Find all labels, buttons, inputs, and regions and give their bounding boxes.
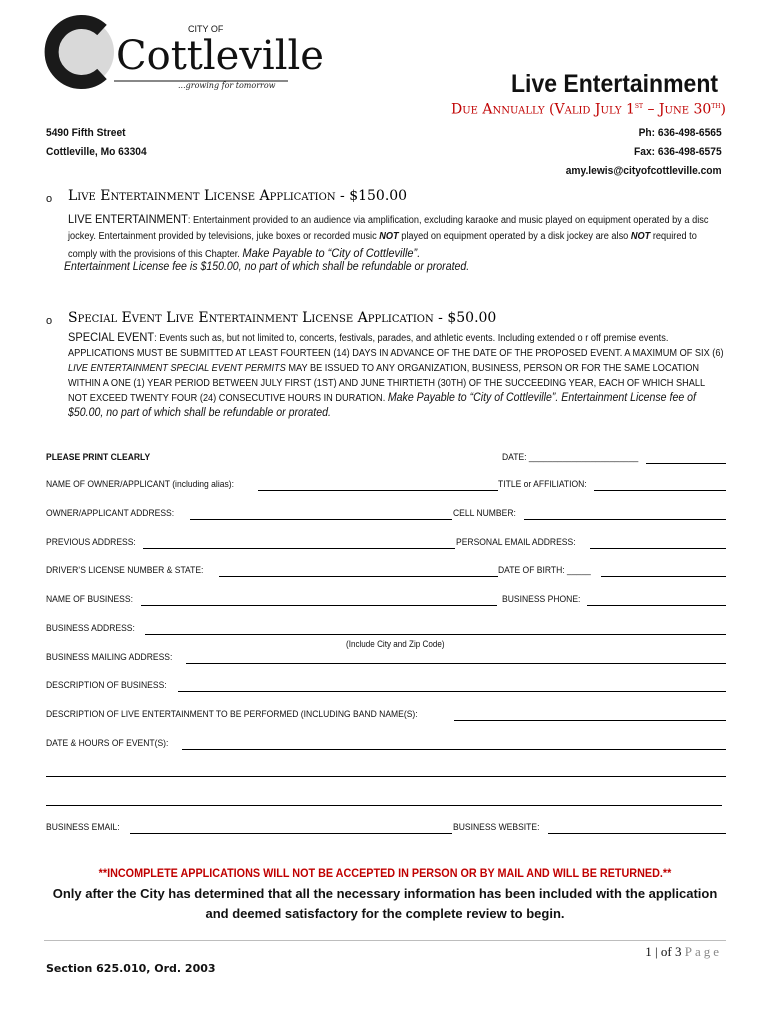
page-number: 1 | of 3 Page: [645, 944, 722, 959]
footer-divider: [44, 940, 726, 941]
title-affiliation-label: TITLE or AFFILIATION:: [498, 479, 587, 490]
license-row: [46, 565, 726, 579]
contact-info: [566, 124, 722, 181]
extra-line-1: [46, 765, 726, 779]
license-field[interactable]: [219, 565, 498, 577]
page-title: Live Entertainment: [510, 70, 718, 98]
previous-address-label: PREVIOUS ADDRESS:: [46, 537, 136, 548]
owner-row: [46, 479, 726, 493]
mailing-address-field[interactable]: [186, 652, 726, 664]
business-address-label: BUSINESS ADDRESS:: [46, 623, 135, 634]
dates-hours-label: DATE & HOURS OF EVENT(S):: [46, 738, 169, 749]
date-of-birth-label: DATE OF BIRTH: _____: [498, 565, 591, 576]
owner-address-label: OWNER/APPLICANT ADDRESS:: [46, 508, 175, 519]
review-notice: Only after the City has determined that all the necessary information has been included with the application and deemed satisfactory for the complete review to begin.: [52, 886, 718, 921]
personal-email-label: PERSONAL EMAIL ADDRESS:: [456, 537, 576, 548]
city-state-zip: Cottleville, Mo 63304: [46, 146, 147, 158]
mailing-address-row: [46, 652, 726, 666]
live-description-label: DESCRIPTION OF LIVE ENTERTAINMENT TO BE PERFORMED (INCLUDING BAND NAME(S):: [46, 709, 418, 720]
cell-number-label: CELL NUMBER:: [453, 508, 516, 519]
business-name-row: [46, 594, 726, 608]
description-field[interactable]: [178, 680, 726, 692]
option2-heading: Special Event Live Entertainment License Application - $50.00: [68, 310, 497, 326]
business-email-label: BUSINESS EMAIL:: [46, 822, 120, 833]
business-email-row: [46, 822, 726, 836]
due-annually: Due Annually (Valid July 1st – June 30th): [451, 101, 726, 118]
mailing-address-label: BUSINESS MAILING ADDRESS:: [46, 652, 173, 663]
logo-name: Cottleville: [116, 33, 324, 79]
business-phone-label: BUSINESS PHONE:: [502, 594, 581, 605]
print-clearly-label: PLEASE PRINT CLEARLY: [46, 452, 151, 463]
description-row: [46, 680, 726, 694]
title-affiliation-field[interactable]: [594, 479, 726, 491]
extra-line-2: [46, 794, 726, 808]
logo-city-of: CITY OF: [188, 24, 224, 34]
business-phone-field[interactable]: [587, 594, 726, 606]
license-label: DRIVER’S LICENSE NUMBER & STATE:: [46, 565, 204, 576]
owner-address-row: [46, 508, 726, 522]
dates-hours-field[interactable]: [182, 738, 726, 750]
business-name-label: NAME OF BUSINESS:: [46, 594, 133, 605]
extra-field-2[interactable]: [46, 794, 722, 806]
owner-name-field[interactable]: [258, 479, 498, 491]
fax-number: Fax: 636-498-6575: [634, 146, 722, 158]
cell-number-field[interactable]: [524, 508, 726, 520]
option1-heading: Live Entertainment License Application - $150.00: [68, 188, 408, 204]
business-address-field[interactable]: [145, 623, 726, 635]
previous-address-field[interactable]: [143, 537, 455, 549]
business-website-field[interactable]: [548, 822, 726, 834]
live-description-field[interactable]: [454, 709, 726, 721]
date-label: DATE: _______________________: [502, 452, 639, 463]
personal-email-field[interactable]: [590, 537, 726, 549]
city-zip-hint: (Include City and Zip Code): [346, 639, 445, 649]
business-website-label: BUSINESS WEBSITE:: [453, 822, 540, 833]
city-logo: [40, 12, 324, 92]
logo-tagline: ...growing for tomorrow: [178, 81, 276, 90]
business-email-field[interactable]: [130, 822, 452, 834]
street-address: 5490 Fifth Street: [46, 127, 126, 139]
live-description-row: [46, 709, 726, 723]
description-label: DESCRIPTION OF BUSINESS:: [46, 680, 167, 691]
date-of-birth-field[interactable]: [601, 565, 726, 577]
city-address: [46, 124, 147, 162]
business-address-row: [46, 623, 726, 637]
option2-description: SPECIAL EVENT: Events such as, but not limited to, concerts, festivals, parades, and athletic events. Including extended o r off premise events. APPLICATIONS MUST BE SUBMITTED AT LEAST FOURTEEN (14) DAYS IN ADVANCE OF THE DATE OF THE PROPOSED EVENT. A MAXIMUM OF SIX (6) LIVE ENTERTAINMENT SPECIAL EVENT PERMITS MAY BE ISSUED TO ANY ORGANIZATION, BUSINESS, PERSON OR FOR THE SAME LOCATION WITHIN A ONE (1) YEAR PERIOD BETWEEN JULY FIRST (1ST) AND JUNE THIRTIETH (30TH) OF THE SUCCEEDING YEAR, EACH OF WHICH SHALL NOT EXCEED TWENTY FOUR (24) CONSECUTIVE HOURS IN DURATION. Make Payable to “City of Cottleville”. Entertainment License fee of $50.00, no part of which shall be refundable or prorated.: [68, 330, 724, 419]
owner-name-label: NAME OF OWNER/APPLICANT (including alias):: [46, 479, 234, 490]
dates-hours-row: [46, 738, 726, 752]
business-name-field[interactable]: [141, 594, 497, 606]
option1-description: LIVE ENTERTAINMENT: Entertainment provided to an audience via amplification, excluding karaoke and music played on equipment operated by a disc jockey. Entertainment provided by televisions, juke boxes or recorded music NOT played on equipment operated by a disk jockey are also NOT required to comply with the provisions of this Chapter. Make Payable to “City of Cottleville”.: [68, 212, 709, 260]
option1-checkbox[interactable]: o: [46, 193, 53, 205]
phone-number: Ph: 636-498-6565: [638, 127, 722, 139]
option1-fee: Entertainment License fee is $150.00, no part of which shall be refundable or prorated.: [64, 261, 470, 273]
owner-address-field[interactable]: [190, 508, 452, 520]
extra-field-1[interactable]: [46, 765, 726, 777]
incomplete-warning: **INCOMPLETE APPLICATIONS WILL NOT BE ACCEPTED IN PERSON OR BY MAIL AND WILL BE RETURNED.**: [98, 866, 672, 880]
previous-address-row: [46, 537, 726, 551]
contact-email[interactable]: amy.lewis@cityofcottleville.com: [566, 165, 722, 177]
section-reference: Section 625.010, Ord. 2003: [46, 962, 216, 975]
date-field[interactable]: [646, 452, 726, 464]
print-clearly-row: [46, 452, 726, 466]
option2-checkbox[interactable]: o: [46, 315, 53, 327]
